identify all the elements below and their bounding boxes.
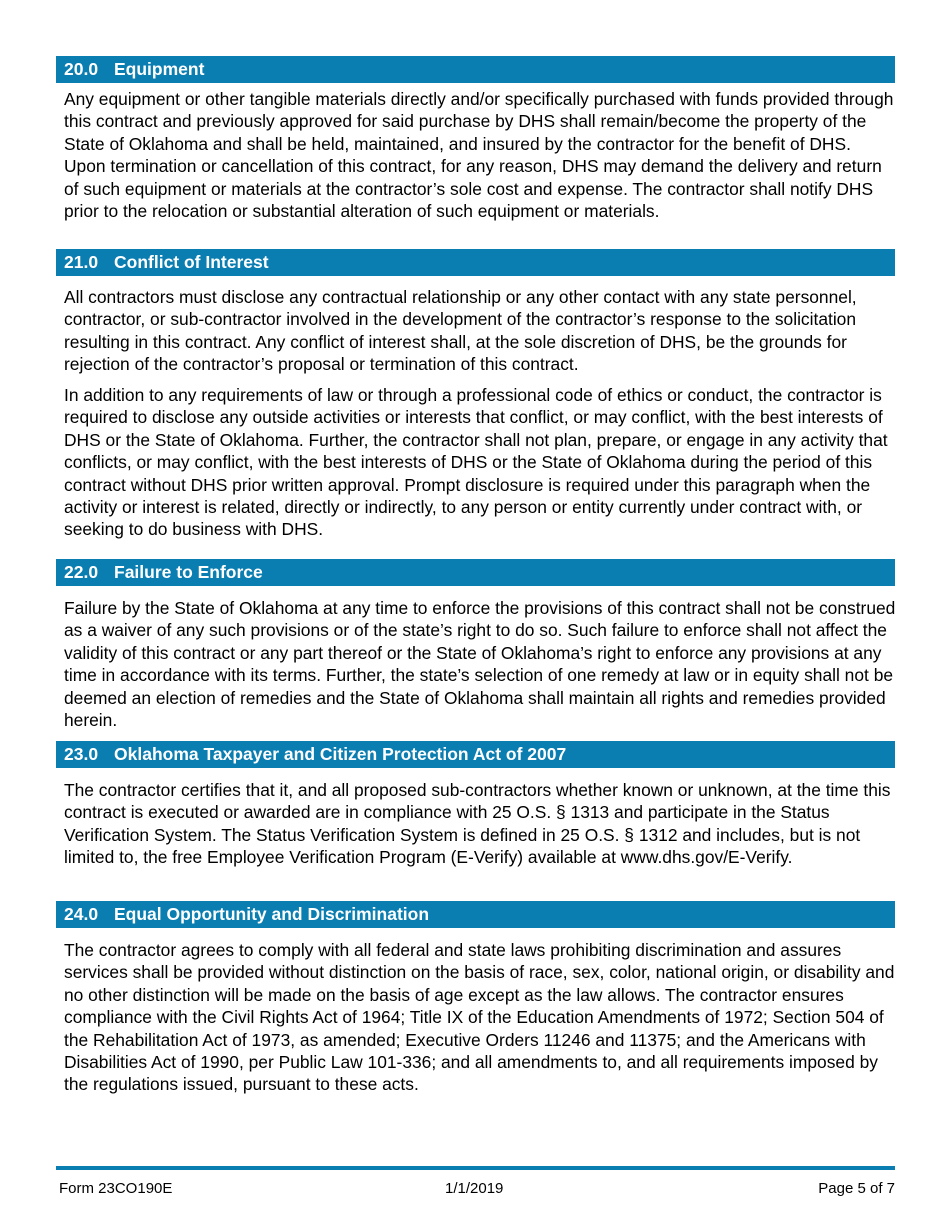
section-number: 23.0: [64, 744, 99, 764]
section-header-21: [56, 249, 895, 276]
footer-page-number: Page 5 of 7: [818, 1180, 895, 1197]
section-title: Oklahoma Taxpayer and Citizen Protection Act of 2007: [114, 744, 567, 764]
section-23-paragraph-1: The contractor certifies that it, and all proposed sub-contractors whether known or unknown, at the time this contract is executed or awarded are in compliance with 25 O.S. § 1313 and participate in the Status Verification System. The Status Verification System is defined in 25 O.S. § 1312 and includes, but is not limited to, the free Employee Verification Program (E-Verify) available at www.dhs.gov/E-Verify.: [64, 780, 891, 868]
section-title: Conflict of Interest: [114, 252, 269, 272]
footer-date: 1/1/2019: [445, 1180, 504, 1197]
section-number: 21.0: [64, 252, 99, 272]
section-header-22: [56, 559, 895, 586]
section-header-23: [56, 741, 895, 768]
section-title: Failure to Enforce: [114, 562, 263, 582]
section-20-paragraph-1: Any equipment or other tangible materials directly and/or specifically purchased with funds provided through this contract and previously approved for said purchase by DHS shall remain/become the property of the State of Oklahoma and shall be held, maintained, and insured by the contractor for the benefit of DHS. Upon termination or cancellation of this contract, for any reason, DHS may demand the delivery and return of such equipment or materials at the contractor’s sole cost and expense. The contractor shall notify DHS prior to the relocation or substantial alteration of such equipment or materials.: [64, 89, 894, 222]
section-24-paragraph-1: The contractor agrees to comply with all federal and state laws prohibiting discrimination and assures services shall be provided without distinction on the basis of race, sex, color, national origin, or disability and no other distinction will be made on the basis of age except as the law allows. The contractor ensures compliance with the Civil Rights Act of 1964; Title IX of the Education Amendments of 1972; Section 504 of the Rehabilitation Act of 1973, as amended; Executive Orders 11246 and 11375; and the Americans with Disabilities Act of 1990, per Public Law 101-336; and all amendments to, and all requirements imposed by the regulations issued, pursuant to these acts.: [64, 940, 895, 1095]
section-title: Equal Opportunity and Discrimination: [114, 904, 430, 924]
footer-divider: [56, 1166, 895, 1170]
section-21-paragraph-2: In addition to any requirements of law or through a professional code of ethics or conduct, the contractor is required to disclose any outside activities or interests that conflict, or may conflict, with the best interests of DHS or the State of Oklahoma. Further, the contractor shall not plan, prepare, or engage in any activity that conflicts, or may conflict, with the best interests of DHS or the State of Oklahoma during the period of this contract without DHS prior written approval. Prompt disclosure is required under this paragraph when the activity or interest is related, directly or indirectly, to any person or entity currently under contract with, or seeking to do business with DHS.: [64, 385, 888, 540]
section-title: Equipment: [114, 59, 205, 79]
section-21-paragraph-1: All contractors must disclose any contractual relationship or any other contact with any state personnel, contractor, or sub-contractor involved in the development of the contractor’s response to the solicitation resulting in this contract. Any conflict of interest shall, at the sole discretion of DHS, be the grounds for rejection of the contractor’s proposal or termination of this contract.: [64, 287, 857, 375]
section-number: 22.0: [64, 562, 99, 582]
footer-form-number: Form 23CO190E: [59, 1180, 173, 1197]
section-number: 20.0: [64, 59, 99, 79]
section-number: 24.0: [64, 904, 99, 924]
section-22-paragraph-1: Failure by the State of Oklahoma at any time to enforce the provisions of this contract shall not be construed as a waiver of any such provisions or of the state’s right to do so. Such failure to enforce shall not affect the validity of this contract or any part thereof or the State of Oklahoma’s right to enforce any provisions at any time in accordance with its terms. Further, the state’s selection of one remedy at law or in equity shall not be deemed an election of remedies and the State of Oklahoma shall maintain all rights and remedies provided herein.: [64, 598, 896, 731]
section-header-24: [56, 901, 895, 928]
section-header-20: [56, 56, 895, 83]
